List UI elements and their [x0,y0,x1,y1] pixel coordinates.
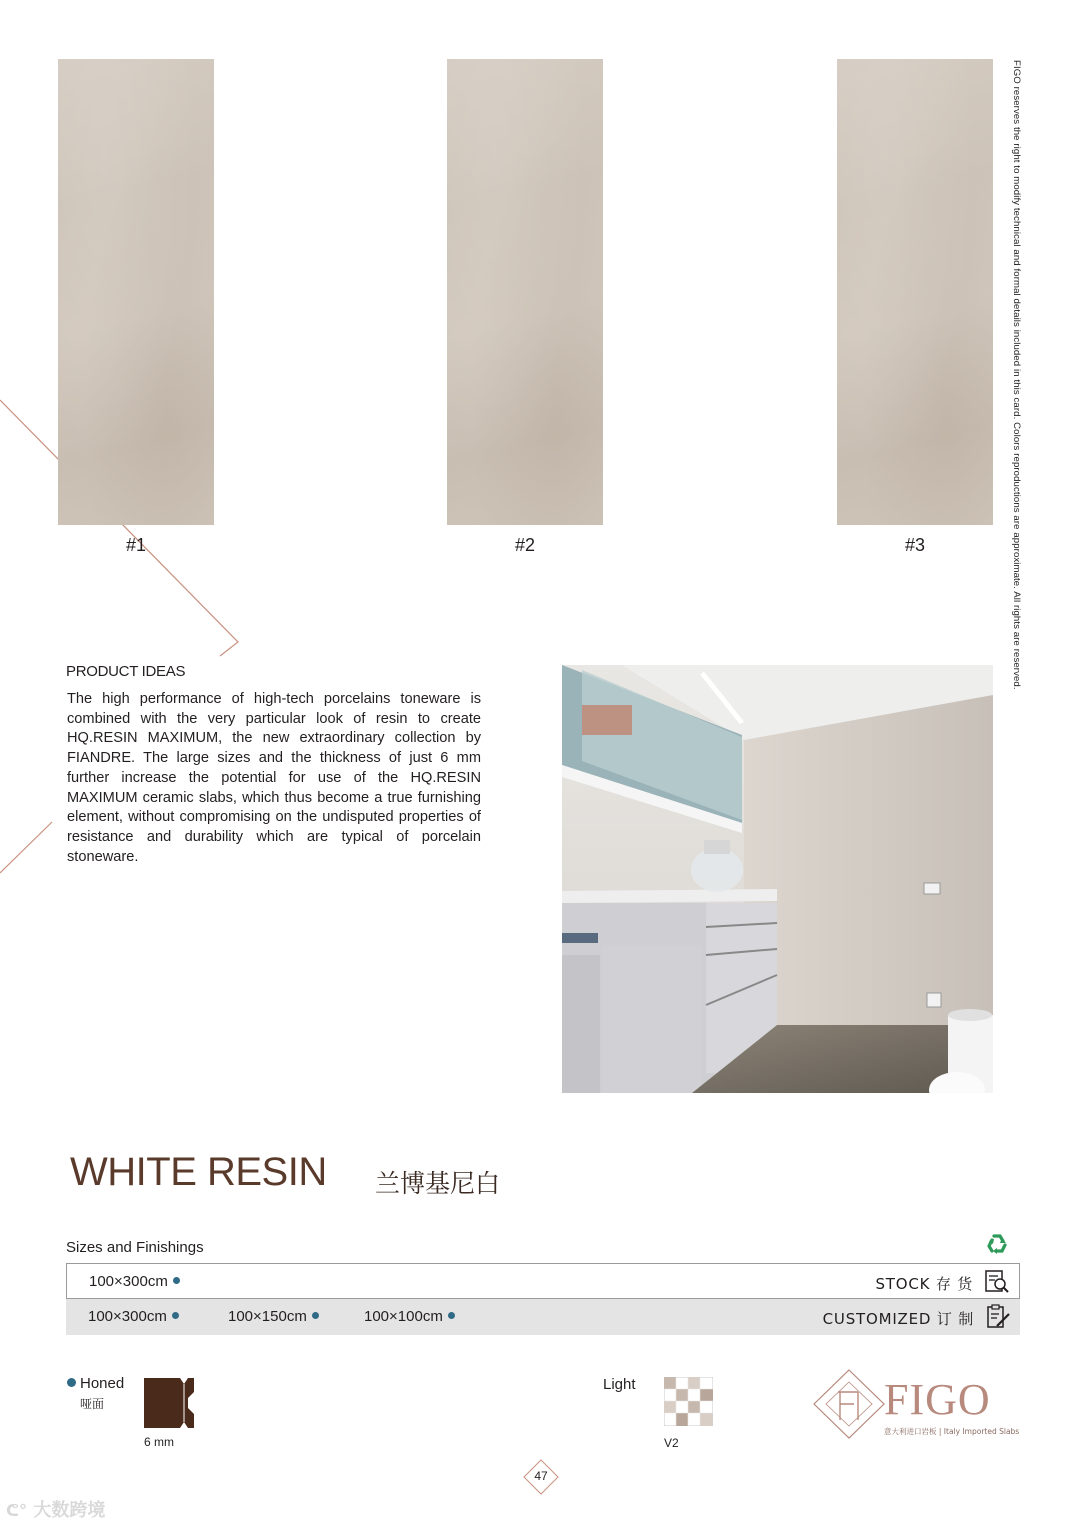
page-number: 47 [534,1469,548,1483]
custom-size-item [364,1308,455,1325]
watermark-text: 大数跨境 [33,1500,106,1521]
product-title: WHITE RESIN [70,1150,327,1194]
slab-label-1: #1 [125,535,147,555]
customized-label: CUSTOMIZED 订 制 [822,1310,974,1328]
size-dot-icon [173,1277,180,1284]
product-title-cn: 兰博基尼白 [375,1169,501,1198]
slab-label-3: #3 [904,535,926,555]
custom-size-1: 100×300cm [88,1308,167,1325]
product-ideas-title: PRODUCT IDEAS [66,663,186,680]
clipboard-edit-icon [985,1304,1011,1330]
thickness-label: 6 mm [144,1435,174,1449]
watermark [6,1496,105,1522]
slab-sample-2 [447,59,603,525]
figo-brand-text: FIGO [884,1375,991,1424]
finish-name: Honed [80,1375,125,1392]
page-number-badge [523,1459,559,1495]
customized-row [66,1299,1020,1335]
stock-row [66,1263,1020,1299]
stock-size-1: 100×300cm [89,1273,168,1290]
sizes-finishings-label: Sizes and Finishings [66,1239,204,1256]
watermark-logo-icon: ᕦ° [6,1501,28,1520]
size-dot-icon [448,1312,455,1319]
stock-size-item [89,1273,180,1290]
custom-size-item [88,1308,179,1325]
custom-size-2: 100×150cm [228,1308,307,1325]
stock-label: STOCK 存 货 [875,1275,973,1293]
thickness-icon [144,1378,194,1428]
figo-emblem-icon [812,1368,886,1440]
slab-label-2: #2 [514,535,536,555]
variation-label: Light [603,1376,636,1393]
custom-size-3: 100×100cm [364,1308,443,1325]
disclaimer-note: FIGO reserves the right to modify technical and formal details included in this card. Colors reproductions are approximate. All rights are reserved. [1011,60,1022,690]
custom-size-item [228,1308,319,1325]
variation-code: V2 [664,1436,679,1450]
stock-search-icon [984,1269,1010,1295]
size-dot-icon [172,1312,179,1319]
slab-sample-1 [58,59,214,525]
finish-name-cn: 哑面 [80,1397,105,1411]
size-dot-icon [312,1312,319,1319]
product-ideas-body: The high performance of high-tech porcelains toneware is combined with the very particular look of resin to create HQ.RESIN MAXIMUM, the new extraordinary collection by FIANDRE. The large sizes and the thickness of just 6 mm further increase the potential for use of the HQ.RESIN MAXIMUM ceramic slabs, which thus become a true furnishing element, without compromising on the undisputed properties of resistance and durability which are typical of porcelain stoneware. [67,691,481,865]
variation-grid-icon [664,1377,713,1426]
slab-sample-3 [837,59,993,525]
finish-dot-icon [67,1378,76,1387]
recycle-icon [985,1232,1009,1256]
room-photo [562,665,993,1093]
figo-logo [812,1368,1022,1440]
figo-tagline: 意大利进口岩板 | Italy Imported Slabs [884,1427,1020,1436]
